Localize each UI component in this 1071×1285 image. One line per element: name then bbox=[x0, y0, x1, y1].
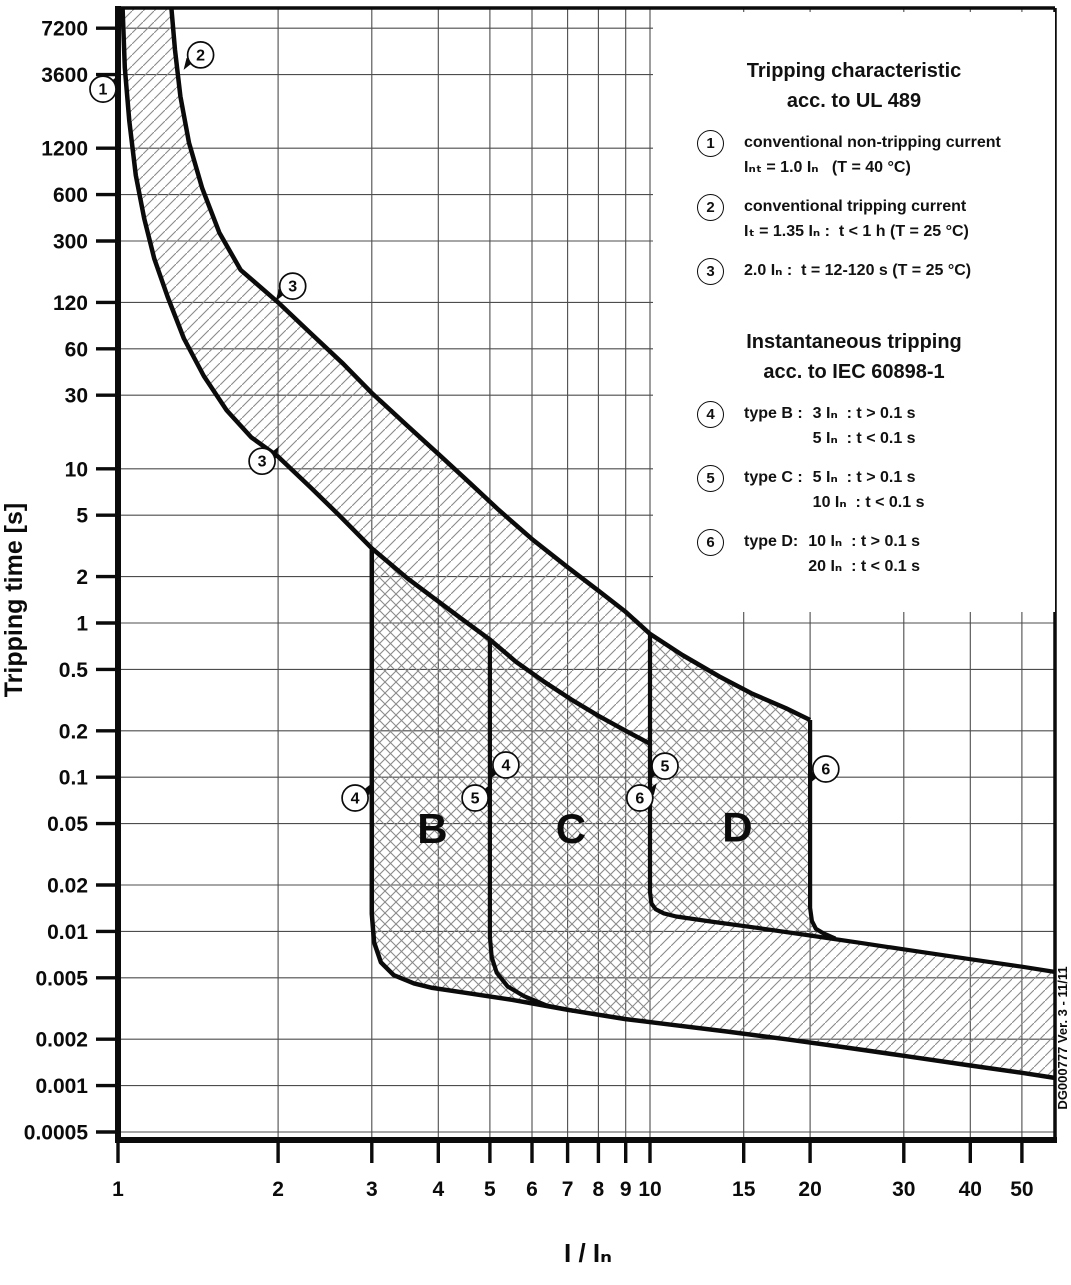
legend-section-title bbox=[653, 56, 1055, 116]
x-tick-label: 50 bbox=[1010, 1178, 1034, 1201]
y-tick-label: 0.0005 bbox=[23, 1121, 88, 1145]
marker-number: 6 bbox=[635, 790, 645, 808]
type-d-upper-boundary-curve bbox=[810, 720, 835, 939]
legend-section-title bbox=[653, 327, 1055, 387]
legend-title-line: Tripping characteristic bbox=[746, 60, 962, 82]
legend-item-4 bbox=[653, 401, 1055, 451]
legend-item-number-icon: 1 bbox=[697, 130, 724, 157]
legend-section-1 bbox=[653, 56, 1055, 285]
x-tick-label: 8 bbox=[592, 1178, 605, 1201]
y-tick-label: 0.001 bbox=[35, 1075, 88, 1099]
marker-number: 4 bbox=[350, 790, 360, 808]
legend-title-line: Instantaneous tripping bbox=[746, 331, 962, 353]
y-tick-label: 0.2 bbox=[58, 720, 88, 744]
y-tick-label: 0.005 bbox=[35, 967, 88, 991]
x-tick-label: 10 bbox=[638, 1178, 662, 1201]
y-axis-title: Tripping time [s] bbox=[0, 502, 28, 698]
legend-item-number-icon: 3 bbox=[697, 258, 724, 285]
legend-item-5 bbox=[653, 465, 1055, 515]
legend-item-text: conventional non-tripping current bbox=[744, 134, 1001, 151]
legend-item-text: 3 Iₙ : t > 0.1 s bbox=[812, 405, 916, 422]
legend-item-text: 20 Iₙ : t < 0.1 s bbox=[808, 558, 921, 575]
y-tick-label: 0.01 bbox=[47, 920, 88, 944]
legend-item-text: conventional tripping current bbox=[744, 198, 967, 215]
marker-number: 3 bbox=[257, 453, 267, 471]
x-tick-label: 30 bbox=[892, 1178, 916, 1201]
region-letter-b: B bbox=[417, 804, 448, 852]
x-tick-label: 9 bbox=[619, 1178, 632, 1201]
y-tick-label: 600 bbox=[52, 184, 88, 208]
y-tick-label: 60 bbox=[64, 338, 88, 362]
legend-item-text: 5 Iₙ : t < 0.1 s bbox=[812, 430, 916, 447]
legend-item-text: Iₙₜ = 1.0 Iₙ (T = 40 °C) bbox=[744, 159, 911, 176]
legend-item-text: 2.0 Iₙ : t = 12-120 s (T = 25 °C) bbox=[744, 262, 972, 279]
legend-item-prefix: type C : bbox=[744, 469, 803, 486]
legend-title-line: acc. to IEC 60898-1 bbox=[763, 361, 945, 383]
legend-item-text: 10 Iₙ : t > 0.1 s bbox=[808, 533, 921, 550]
y-tick-label: 0.02 bbox=[47, 874, 88, 898]
legend-item-number-icon: 6 bbox=[697, 529, 724, 556]
y-tick-label: 0.05 bbox=[47, 813, 88, 837]
marker-number: 6 bbox=[821, 761, 831, 779]
x-tick-label: 2 bbox=[272, 1178, 284, 1201]
legend-item-text: 10 Iₙ : t < 0.1 s bbox=[812, 494, 925, 511]
region-letter-c: C bbox=[555, 804, 587, 852]
legend-item-2 bbox=[653, 194, 1055, 244]
y-tick-label: 2 bbox=[76, 566, 88, 590]
marker-number: 1 bbox=[98, 81, 108, 99]
x-tick-label: 20 bbox=[798, 1178, 822, 1201]
legend-item-number-icon: 5 bbox=[697, 465, 724, 492]
y-tick-label: 5 bbox=[76, 504, 88, 528]
legend-item-number-icon: 4 bbox=[697, 401, 724, 428]
document-reference-note: DG000777 Ver. 3 - 11/11 bbox=[1055, 966, 1070, 1110]
legend-item-text: 5 Iₙ : t > 0.1 s bbox=[812, 469, 916, 486]
y-tick-label: 0.002 bbox=[35, 1028, 88, 1052]
legend-section-2 bbox=[653, 327, 1055, 579]
region-letter-d: D bbox=[722, 803, 753, 851]
x-tick-label: 6 bbox=[526, 1178, 538, 1201]
x-tick-label: 1 bbox=[112, 1178, 124, 1201]
y-tick-label: 7200 bbox=[41, 17, 88, 41]
legend-item-6 bbox=[653, 529, 1055, 579]
x-tick-label: 3 bbox=[365, 1178, 378, 1201]
x-tick-label: 5 bbox=[484, 1178, 496, 1201]
legend-panel bbox=[653, 12, 1055, 612]
legend-item-number-icon: 2 bbox=[697, 194, 724, 221]
y-tick-label: 1 bbox=[76, 612, 88, 636]
legend-title-line: acc. to UL 489 bbox=[786, 90, 922, 112]
x-tick-label: 4 bbox=[432, 1178, 445, 1201]
legend-item-3 bbox=[653, 258, 1055, 285]
y-tick-label: 0.5 bbox=[58, 658, 88, 682]
y-tick-label: 30 bbox=[64, 384, 88, 408]
marker-number: 3 bbox=[288, 278, 298, 296]
marker-number: 5 bbox=[660, 758, 670, 776]
marker-number: 4 bbox=[501, 757, 511, 775]
y-tick-label: 10 bbox=[64, 458, 88, 482]
y-tick-label: 0.1 bbox=[58, 766, 88, 790]
x-tick-label: 15 bbox=[732, 1178, 756, 1201]
y-tick-label: 120 bbox=[52, 291, 88, 315]
marker-number: 5 bbox=[470, 790, 480, 808]
y-tick-label: 300 bbox=[52, 230, 88, 254]
x-tick-label: 7 bbox=[561, 1178, 574, 1201]
x-axis-title: I / Iₙ bbox=[564, 1238, 612, 1268]
legend-item-prefix: type D: bbox=[744, 533, 799, 550]
x-tick-label: 40 bbox=[958, 1178, 982, 1201]
legend-item-text: Iₜ = 1.35 Iₙ : t < 1 h (T = 25 °C) bbox=[744, 223, 969, 240]
y-tick-label: 1200 bbox=[41, 137, 88, 161]
y-tick-label: 3600 bbox=[41, 64, 88, 88]
legend-item-prefix: type B : bbox=[744, 405, 803, 422]
marker-number: 2 bbox=[196, 47, 206, 65]
legend-item-1 bbox=[653, 130, 1055, 180]
